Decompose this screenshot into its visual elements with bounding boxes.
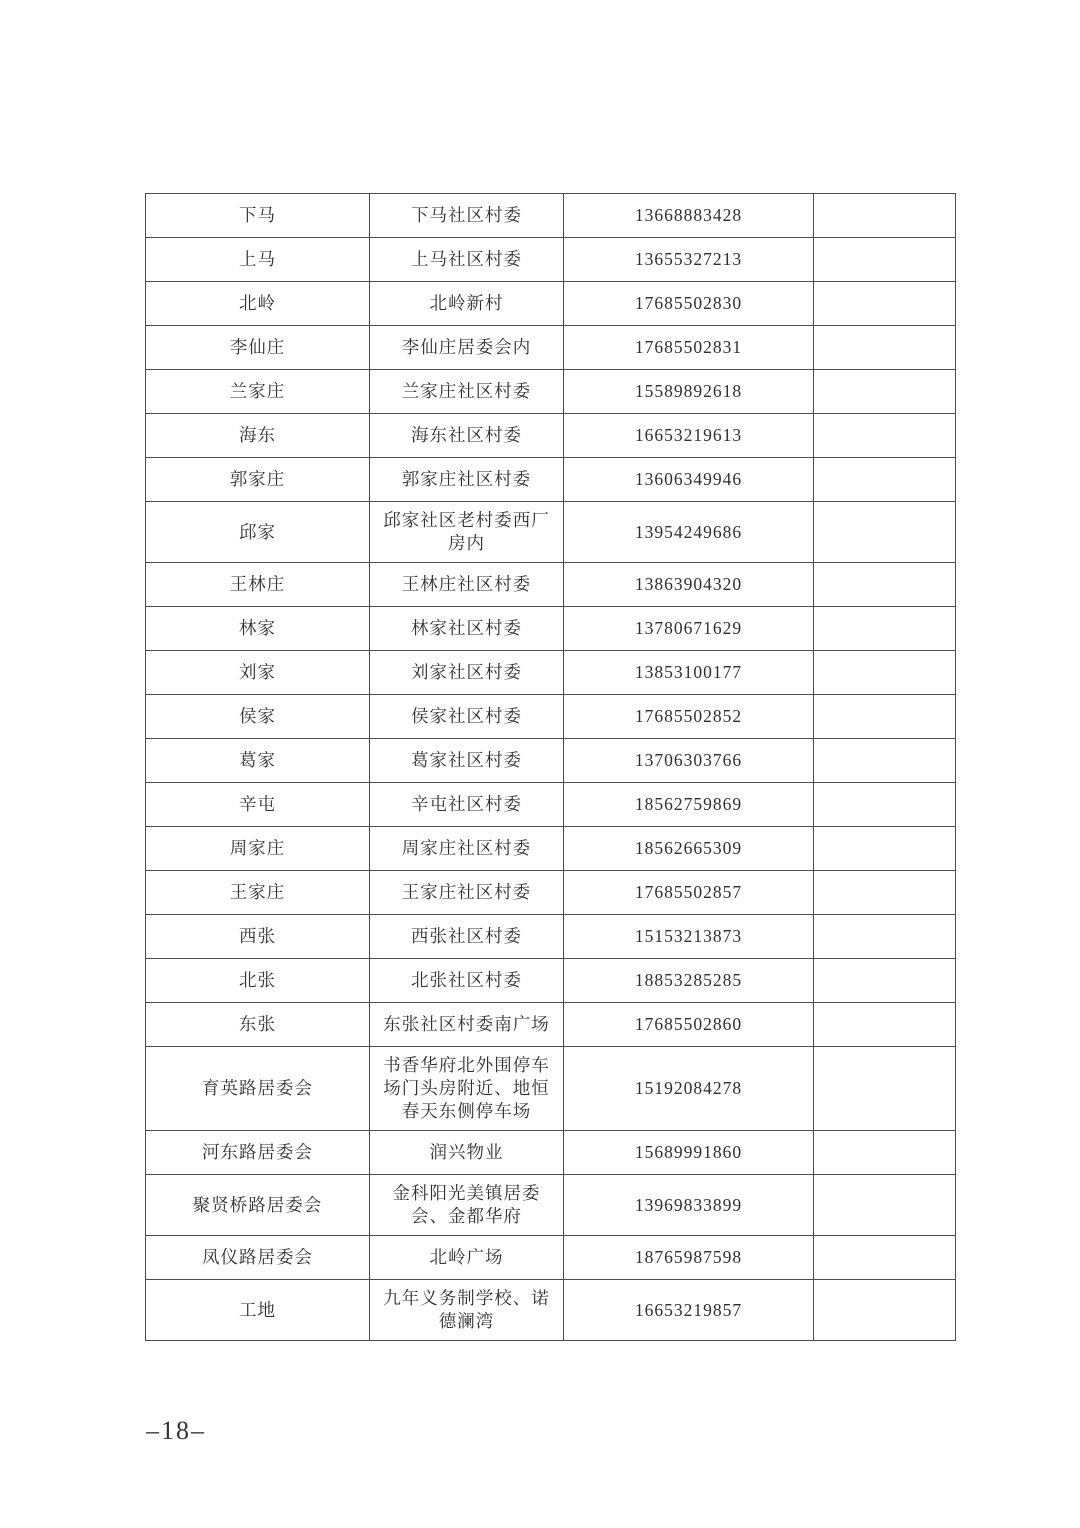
contact-table: [145, 193, 956, 1341]
phone-number-cell: 13668883428: [564, 194, 814, 238]
community-name-cell: 辛屯: [146, 783, 370, 827]
table-row: [146, 282, 956, 326]
table-row: [146, 563, 956, 607]
community-name-cell: 李仙庄: [146, 326, 370, 370]
table-row: [146, 238, 956, 282]
location-cell: 九年义务制学校、诺德澜湾: [370, 1280, 564, 1341]
phone-number-cell: 17685502860: [564, 1003, 814, 1047]
community-name-cell: 兰家庄: [146, 370, 370, 414]
community-name-cell: 北岭: [146, 282, 370, 326]
notes-cell: [814, 651, 956, 695]
location-cell: 北岭新村: [370, 282, 564, 326]
community-name-cell: 西张: [146, 915, 370, 959]
community-name-cell: 上马: [146, 238, 370, 282]
location-cell: 王林庄社区村委: [370, 563, 564, 607]
location-cell: 林家社区村委: [370, 607, 564, 651]
notes-cell: [814, 1175, 956, 1236]
table-row: [146, 1047, 956, 1131]
location-cell: 西张社区村委: [370, 915, 564, 959]
notes-cell: [814, 739, 956, 783]
phone-number-cell: 13606349946: [564, 458, 814, 502]
community-name-cell: 下马: [146, 194, 370, 238]
location-cell: 刘家社区村委: [370, 651, 564, 695]
table-row: [146, 1280, 956, 1341]
table-row: [146, 915, 956, 959]
notes-cell: [814, 827, 956, 871]
community-name-cell: 林家: [146, 607, 370, 651]
phone-number-cell: 17685502830: [564, 282, 814, 326]
phone-number-cell: 13655327213: [564, 238, 814, 282]
notes-cell: [814, 414, 956, 458]
location-cell: 北岭广场: [370, 1236, 564, 1280]
table-row: [146, 651, 956, 695]
phone-number-cell: 15192084278: [564, 1047, 814, 1131]
phone-number-cell: 13954249686: [564, 502, 814, 563]
notes-cell: [814, 607, 956, 651]
notes-cell: [814, 370, 956, 414]
table-row: [146, 1175, 956, 1236]
table-row: [146, 458, 956, 502]
table-row: [146, 783, 956, 827]
notes-cell: [814, 783, 956, 827]
table-row: [146, 871, 956, 915]
phone-number-cell: 18765987598: [564, 1236, 814, 1280]
notes-cell: [814, 1280, 956, 1341]
location-cell: 葛家社区村委: [370, 739, 564, 783]
community-name-cell: 王家庄: [146, 871, 370, 915]
location-cell: 侯家社区村委: [370, 695, 564, 739]
notes-cell: [814, 959, 956, 1003]
location-cell: 北张社区村委: [370, 959, 564, 1003]
notes-cell: [814, 915, 956, 959]
location-cell: 海东社区村委: [370, 414, 564, 458]
phone-number-cell: 13863904320: [564, 563, 814, 607]
notes-cell: [814, 1047, 956, 1131]
phone-number-cell: 16653219613: [564, 414, 814, 458]
notes-cell: [814, 326, 956, 370]
phone-number-cell: 15689991860: [564, 1131, 814, 1175]
community-name-cell: 邱家: [146, 502, 370, 563]
phone-number-cell: 16653219857: [564, 1280, 814, 1341]
table-row: [146, 414, 956, 458]
community-name-cell: 凤仪路居委会: [146, 1236, 370, 1280]
notes-cell: [814, 1003, 956, 1047]
community-name-cell: 东张: [146, 1003, 370, 1047]
community-name-cell: 海东: [146, 414, 370, 458]
location-cell: 上马社区村委: [370, 238, 564, 282]
notes-cell: [814, 563, 956, 607]
community-name-cell: 河东路居委会: [146, 1131, 370, 1175]
notes-cell: [814, 238, 956, 282]
notes-cell: [814, 871, 956, 915]
phone-number-cell: 18853285285: [564, 959, 814, 1003]
notes-cell: [814, 695, 956, 739]
table-row: [146, 326, 956, 370]
table-row: [146, 959, 956, 1003]
phone-number-cell: 17685502831: [564, 326, 814, 370]
phone-number-cell: 17685502857: [564, 871, 814, 915]
community-name-cell: 刘家: [146, 651, 370, 695]
location-cell: 郭家庄社区村委: [370, 458, 564, 502]
table-row: [146, 1236, 956, 1280]
community-name-cell: 葛家: [146, 739, 370, 783]
table-row: [146, 370, 956, 414]
community-name-cell: 郭家庄: [146, 458, 370, 502]
notes-cell: [814, 282, 956, 326]
notes-cell: [814, 194, 956, 238]
community-name-cell: 北张: [146, 959, 370, 1003]
phone-number-cell: 15589892618: [564, 370, 814, 414]
table-row: [146, 502, 956, 563]
location-cell: 下马社区村委: [370, 194, 564, 238]
community-name-cell: 工地: [146, 1280, 370, 1341]
table-row: [146, 607, 956, 651]
table-row: [146, 827, 956, 871]
community-name-cell: 育英路居委会: [146, 1047, 370, 1131]
phone-number-cell: 13969833899: [564, 1175, 814, 1236]
community-name-cell: 聚贤桥路居委会: [146, 1175, 370, 1236]
table-row: [146, 739, 956, 783]
community-name-cell: 周家庄: [146, 827, 370, 871]
location-cell: 王家庄社区村委: [370, 871, 564, 915]
community-name-cell: 王林庄: [146, 563, 370, 607]
table-row: [146, 695, 956, 739]
location-cell: 金科阳光美镇居委会、金都华府: [370, 1175, 564, 1236]
contact-table-body: [146, 194, 956, 1341]
notes-cell: [814, 1236, 956, 1280]
phone-number-cell: 13780671629: [564, 607, 814, 651]
location-cell: 润兴物业: [370, 1131, 564, 1175]
location-cell: 李仙庄居委会内: [370, 326, 564, 370]
phone-number-cell: 18562759869: [564, 783, 814, 827]
table-row: [146, 1003, 956, 1047]
page-number: –18–: [146, 1416, 206, 1445]
notes-cell: [814, 502, 956, 563]
table-row: [146, 1131, 956, 1175]
location-cell: 周家庄社区村委: [370, 827, 564, 871]
location-cell: 书香华府北外围停车场门头房附近、地恒春天东侧停车场: [370, 1047, 564, 1131]
phone-number-cell: 15153213873: [564, 915, 814, 959]
phone-number-cell: 13706303766: [564, 739, 814, 783]
location-cell: 辛屯社区村委: [370, 783, 564, 827]
phone-number-cell: 13853100177: [564, 651, 814, 695]
phone-number-cell: 18562665309: [564, 827, 814, 871]
phone-number-cell: 17685502852: [564, 695, 814, 739]
notes-cell: [814, 1131, 956, 1175]
location-cell: 东张社区村委南广场: [370, 1003, 564, 1047]
community-name-cell: 侯家: [146, 695, 370, 739]
notes-cell: [814, 458, 956, 502]
location-cell: 兰家庄社区村委: [370, 370, 564, 414]
location-cell: 邱家社区老村委西厂房内: [370, 502, 564, 563]
table-row: [146, 194, 956, 238]
